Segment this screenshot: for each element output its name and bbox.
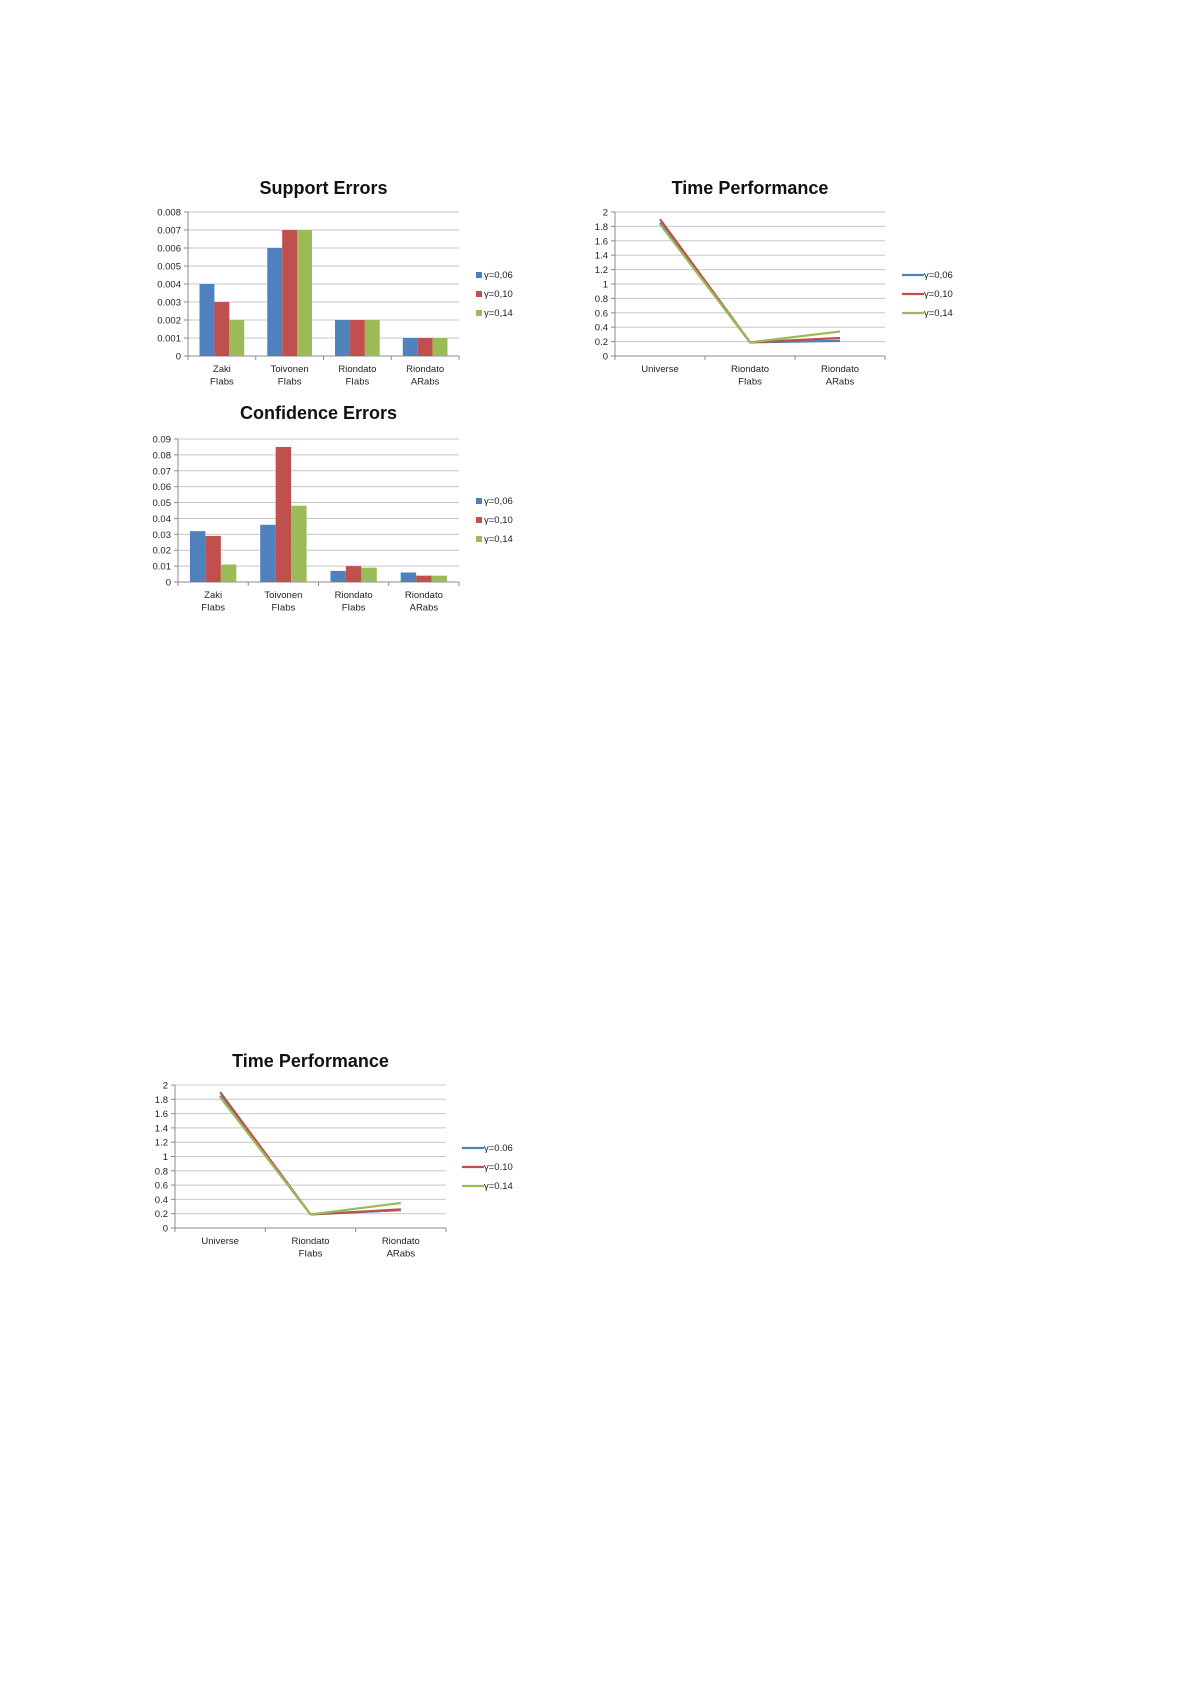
legend-label: γ=0,06 <box>484 496 513 507</box>
y-tick-label: 0.006 <box>157 243 181 255</box>
bar <box>260 525 275 582</box>
chart-svg <box>590 178 990 400</box>
legend-label: γ=0,06 <box>484 270 513 281</box>
y-tick-label: 1.4 <box>154 1123 168 1135</box>
x-tick-label: Riondato FIabs <box>338 364 377 388</box>
y-tick-label: 0 <box>602 351 608 363</box>
x-tick-label: Zaki FIabs <box>209 364 234 388</box>
legend-label: γ=0,10 <box>484 515 513 526</box>
legend-label: γ=0,06 <box>924 270 953 281</box>
legend-swatch <box>476 272 482 278</box>
y-tick-label: 1.2 <box>154 1137 168 1149</box>
y-tick-label: 1.6 <box>594 236 608 248</box>
x-tick-label: Riondato FIabs <box>291 1236 330 1260</box>
y-tick-label: 1 <box>602 279 608 291</box>
legend-label: γ=0.06 <box>484 1143 513 1154</box>
chart-title: Time Performance <box>671 178 829 198</box>
legend-swatch <box>476 291 482 297</box>
legend-label: γ=0,10 <box>924 289 953 300</box>
y-tick-label: 2 <box>602 207 608 219</box>
bar <box>214 302 229 356</box>
bar <box>346 566 361 582</box>
y-tick-label: 1 <box>162 1152 168 1163</box>
legend-label: γ=0.10 <box>484 1162 513 1173</box>
y-tick-label: 0.002 <box>157 315 181 327</box>
y-tick-label: 0.007 <box>157 225 181 237</box>
legend-label: γ=0,10 <box>484 289 513 300</box>
y-tick-label: 2 <box>162 1080 168 1092</box>
x-tick-label: Riondato ARabs <box>381 1236 420 1260</box>
legend-swatch <box>476 517 482 523</box>
y-tick-label: 1.8 <box>154 1094 168 1106</box>
bar <box>433 338 448 356</box>
chart-svg <box>150 178 550 400</box>
confidence-errors-chart <box>150 403 550 625</box>
y-tick-label: 0.008 <box>157 207 181 219</box>
x-tick-label: Riondato ARabs <box>820 364 860 388</box>
y-tick-label: 0.06 <box>152 482 171 494</box>
x-tick-label: Riondato ARabs <box>404 590 443 614</box>
y-tick-label: 1.4 <box>594 250 608 262</box>
y-tick-label: 0 <box>165 577 171 589</box>
y-tick-label: 0.6 <box>154 1180 168 1192</box>
x-tick-label: Toivonen FIabs <box>264 590 303 614</box>
y-tick-label: 0.08 <box>152 450 171 462</box>
legend-label: γ=0,14 <box>484 534 513 545</box>
x-tick-label: Riondato ARabs <box>406 364 445 388</box>
legend-swatch <box>476 498 482 504</box>
x-tick-label: Universe <box>641 364 679 375</box>
y-tick-label: 0.8 <box>594 293 608 305</box>
x-tick-label: Riondato FIabs <box>730 364 770 388</box>
chart-title: Confidence Errors <box>239 403 398 423</box>
bar <box>229 320 244 356</box>
y-tick-label: 0.2 <box>594 337 608 349</box>
y-tick-label: 0.02 <box>152 545 171 557</box>
bar <box>297 230 312 356</box>
chart-title: Support Errors <box>259 178 388 198</box>
bar <box>365 320 380 356</box>
y-tick-label: 1.2 <box>594 265 608 277</box>
bar <box>282 230 297 356</box>
y-tick-label: 0.2 <box>154 1209 168 1221</box>
y-tick-label: 0.07 <box>152 466 171 478</box>
y-tick-label: 0.6 <box>594 308 608 320</box>
y-tick-label: 1.8 <box>594 221 608 233</box>
time-performance-chart-bottom <box>150 1051 550 1273</box>
y-tick-label: 0.004 <box>157 279 181 291</box>
y-tick-label: 0.04 <box>152 513 171 525</box>
bar <box>190 531 205 582</box>
time-performance-chart-top <box>590 178 990 400</box>
y-tick-label: 0.05 <box>152 498 171 510</box>
x-tick-label: Riondato FIabs <box>334 590 373 614</box>
bar <box>335 320 350 356</box>
bar <box>432 576 447 582</box>
y-tick-label: 1.6 <box>154 1109 168 1121</box>
bar <box>200 284 215 356</box>
y-tick-label: 0 <box>162 1223 168 1235</box>
y-tick-label: 0.005 <box>157 261 181 273</box>
bar <box>221 565 236 582</box>
bar <box>350 320 365 356</box>
bar <box>291 506 306 582</box>
y-tick-label: 0.8 <box>154 1166 168 1178</box>
support-errors-chart <box>150 178 550 400</box>
bar <box>416 576 431 582</box>
y-tick-label: 0.03 <box>152 529 171 541</box>
y-tick-label: 0 <box>175 351 181 363</box>
series-line <box>660 219 840 342</box>
bar <box>276 447 291 582</box>
chart-svg <box>150 403 550 625</box>
legend-label: γ=0,14 <box>484 308 513 319</box>
x-tick-label: Toivonen FIabs <box>270 364 309 388</box>
bar <box>403 338 418 356</box>
chart-title: Time Performance <box>232 1051 389 1071</box>
y-tick-label: 0.09 <box>152 434 171 446</box>
bar <box>418 338 433 356</box>
y-tick-label: 0.4 <box>594 322 608 334</box>
y-tick-label: 0.003 <box>157 297 181 309</box>
legend-label: γ=0,14 <box>924 308 953 319</box>
y-tick-label: 0.4 <box>154 1194 168 1206</box>
y-tick-label: 0.01 <box>152 561 171 573</box>
bar <box>330 571 345 582</box>
bar <box>205 536 220 582</box>
chart-svg <box>150 1051 550 1273</box>
series-line <box>220 1092 401 1214</box>
series-line <box>660 224 840 342</box>
series-line <box>220 1097 401 1214</box>
x-tick-label: Universe <box>201 1236 239 1247</box>
legend-swatch <box>476 310 482 316</box>
x-tick-label: Zaki FIabs <box>201 590 226 614</box>
legend-label: γ=0.14 <box>484 1181 513 1192</box>
bar <box>401 572 416 582</box>
legend-swatch <box>476 536 482 542</box>
bar <box>267 248 282 356</box>
bar <box>361 568 376 582</box>
y-tick-label: 0.001 <box>157 333 181 345</box>
